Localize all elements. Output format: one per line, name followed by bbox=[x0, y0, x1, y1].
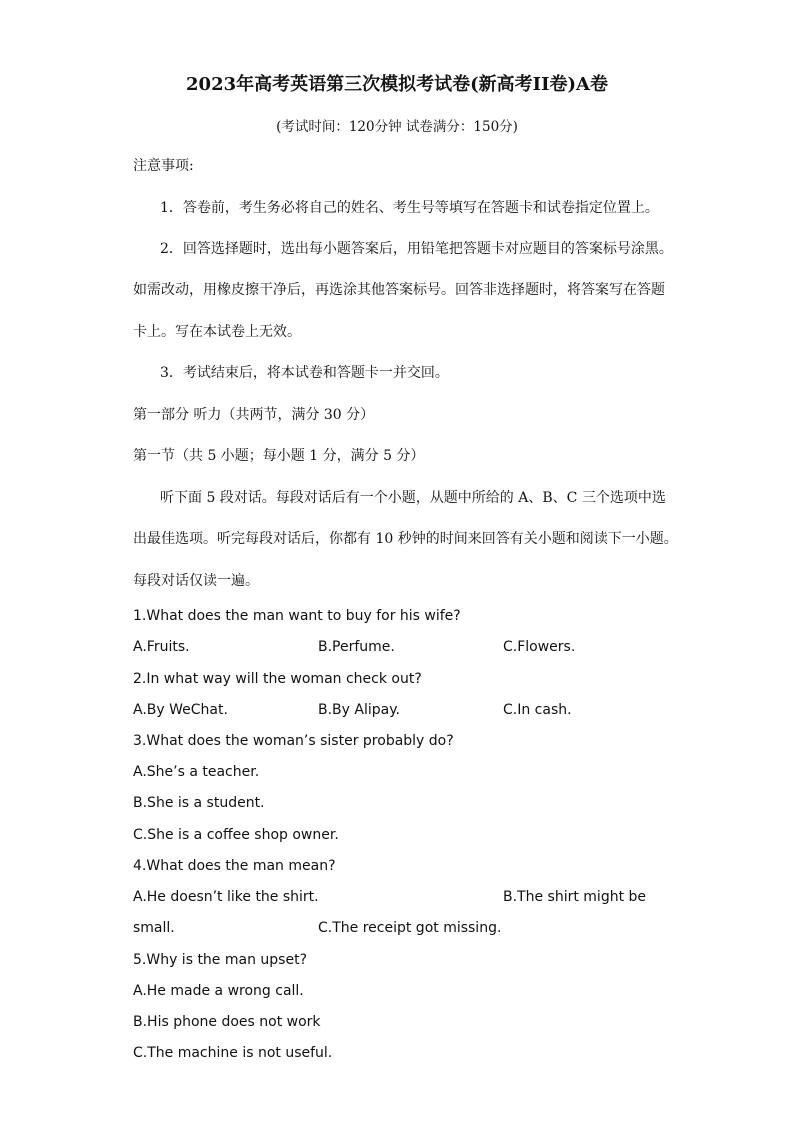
instruction-line-3: 每段对话仅读一遍。 bbox=[133, 573, 259, 589]
option-b: B.By Alipay. bbox=[318, 702, 400, 718]
exam-subtitle: (考试时间：120分钟 试卷满分：150分) bbox=[276, 119, 518, 135]
question-stem: 4.What does the man mean? bbox=[133, 858, 336, 874]
notice-item-1: 1．答卷前，考生务必将自己的姓名、考生号等填写在答题卡和试卷指定位置上。 bbox=[160, 200, 659, 216]
notice-item-2-line-2: 如需改动，用橡皮擦干净后，再选涂其他答案标号。回答非选择题时，将答案写在答题 bbox=[133, 282, 665, 298]
option-a: A.He doesn’t like the shirt. bbox=[133, 889, 319, 905]
exam-title: 2023年高考英语第三次模拟考试卷(新高考II卷)A卷 bbox=[186, 74, 608, 95]
option-c: C.The receipt got missing. bbox=[318, 920, 502, 936]
option-b-continued: small. bbox=[133, 920, 175, 936]
notice-heading: 注意事项: bbox=[133, 158, 194, 174]
notice-item-2-line-3: 卡上。写在本试卷上无效。 bbox=[133, 324, 301, 340]
option-b: B.His phone does not work bbox=[133, 1014, 321, 1030]
option-c: C.She is a coffee shop owner. bbox=[133, 827, 339, 843]
option-b: B.Perfume. bbox=[318, 639, 395, 655]
option-a: A.By WeChat. bbox=[133, 702, 228, 718]
instruction-line-1: 听下面 5 段对话。每段对话后有一个小题，从题中所给的 A、B、C 三个选项中选 bbox=[160, 490, 666, 506]
question-stem: 5.Why is the man upset? bbox=[133, 952, 307, 968]
section-heading: 第一节（共 5 小题；每小题 1 分，满分 5 分） bbox=[133, 448, 425, 464]
option-c: C.Flowers. bbox=[503, 639, 576, 655]
option-c: C.The machine is not useful. bbox=[133, 1045, 333, 1061]
notice-item-3: 3．考试结束后，将本试卷和答题卡一并交回。 bbox=[160, 365, 449, 381]
option-b: B.The shirt might be bbox=[503, 889, 647, 905]
instruction-line-2: 出最佳选项。听完每段对话后，你都有 10 秒钟的时间来回答有关小题和阅读下一小题。 bbox=[133, 531, 678, 547]
question-stem: 2.In what way will the woman check out? bbox=[133, 671, 422, 687]
option-a: A.Fruits. bbox=[133, 639, 190, 655]
option-c: C.In cash. bbox=[503, 702, 572, 718]
option-a: A.She’s a teacher. bbox=[133, 764, 260, 780]
question-stem: 3.What does the woman’s sister probably do? bbox=[133, 733, 454, 749]
question-stem: 1.What does the man want to buy for his wife? bbox=[133, 608, 461, 624]
part-heading: 第一部分 听力（共两节，满分 30 分） bbox=[133, 407, 375, 423]
option-a: A.He made a wrong call. bbox=[133, 983, 304, 999]
option-b: B.She is a student. bbox=[133, 795, 265, 811]
notice-item-2-line-1: 2．回答选择题时，选出每小题答案后，用铅笔把答题卡对应题目的答案标号涂黑。 bbox=[160, 241, 673, 257]
